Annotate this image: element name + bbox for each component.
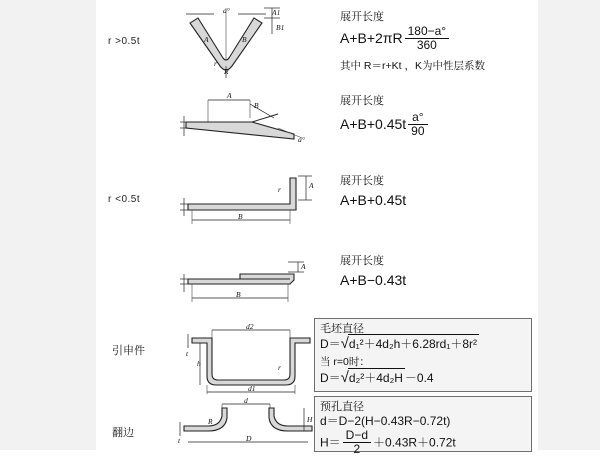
svg-text:r: r: [278, 363, 281, 372]
draw-line1-prefix: D＝: [320, 337, 341, 351]
left-margin-band: [0, 0, 96, 450]
draw-line2-suffix: －0.4: [404, 371, 434, 385]
figure-90-bend: [178, 170, 318, 230]
svg-text:A: A: [301, 262, 306, 271]
svg-text:B: B: [238, 212, 243, 221]
draw-line1-radicand: d₁²＋4d₂h＋6.28rd₁＋8r²: [348, 334, 479, 352]
svg-text:B: B: [242, 35, 247, 44]
draw-line2-prefix: D＝: [320, 371, 341, 385]
formula-title-row-3: 展开长度: [340, 175, 384, 187]
flange-line2-prefix: H＝: [320, 435, 341, 450]
formula-title-row-1: 展开长度: [340, 11, 384, 23]
flange-line2-suffix: ＋0.43R＋0.72t: [373, 435, 456, 450]
formula-flange-line1: d＝D−2(H−0.43R−0.72t): [320, 414, 451, 428]
formula-main-row-1: A+B+2πR: [340, 29, 403, 46]
formula-title-row-4: 展开长度: [340, 255, 384, 267]
svg-text:H: H: [307, 415, 313, 424]
formula-note-row-1: 其中 R＝r+Kt ，K为中性层系数: [340, 60, 485, 72]
svg-text:t: t: [178, 436, 181, 445]
formula-title-flange: 预孔直径: [320, 401, 364, 413]
formula-row-3: A+B+0.45t: [340, 192, 407, 208]
formula-title-row-2: 展开长度: [340, 95, 384, 107]
formula-row-1: [340, 26, 451, 52]
svg-text:A1: A1: [272, 8, 281, 17]
figure-draw-cup: [186, 322, 316, 396]
svg-text:a°: a°: [223, 6, 230, 15]
formula-main-row-2: A+B+0.45t: [340, 115, 407, 132]
svg-text:t: t: [186, 349, 189, 358]
svg-text:d1: d1: [248, 384, 256, 393]
svg-text:A: A: [204, 35, 209, 44]
svg-text:B: B: [254, 101, 259, 110]
svg-text:A: A: [309, 181, 314, 190]
svg-text:B1: B1: [276, 23, 285, 32]
formula-flange-line2: [320, 430, 456, 456]
figure-v-bend: [168, 4, 288, 84]
svg-text:a°: a°: [298, 135, 305, 144]
svg-text:d: d: [244, 396, 248, 405]
label-flange: 翻边: [112, 427, 134, 439]
figure-obtuse-bend: [178, 92, 318, 150]
draw-line2-radicand: d₂²＋4d₂H: [348, 368, 405, 386]
formula-fraction-row-1: $\frac{180-a^\circ}{360}$: [405, 25, 450, 51]
right-margin-band: [538, 0, 600, 450]
condition-row-1: r >0.5t: [108, 36, 141, 47]
draw-line2-condition: 当 r=0时：: [320, 356, 370, 368]
formula-title-draw: 毛坯直径: [320, 323, 364, 335]
condition-row-3: r <0.5t: [108, 194, 141, 205]
formula-row-4: A+B−0.43t: [340, 272, 407, 288]
figure-flange: [178, 396, 318, 450]
svg-text:r: r: [278, 185, 281, 194]
flange-line2-fraction: $\frac{D-d}{2}$: [343, 429, 371, 455]
svg-text:D: D: [246, 434, 252, 443]
label-draw-part: 引申件: [112, 345, 145, 357]
formula-row-2: [340, 112, 430, 138]
svg-text:B: B: [236, 290, 241, 299]
svg-text:r: r: [214, 59, 217, 68]
svg-text:R: R: [224, 67, 229, 76]
svg-text:h: h: [197, 359, 201, 368]
figure-hem: [178, 258, 318, 312]
formula-fraction-row-2: $\frac{a^\circ}{90}$: [408, 111, 427, 137]
svg-text:R: R: [208, 417, 213, 426]
svg-text:A: A: [227, 92, 232, 100]
svg-text:d2: d2: [246, 322, 254, 331]
formula-draw-line2: D＝√d₂²＋4d₂H －0.4: [320, 369, 434, 386]
formula-draw-line1: D＝√d₁²＋4d₂h＋6.28rd₁＋8r²: [320, 335, 478, 352]
